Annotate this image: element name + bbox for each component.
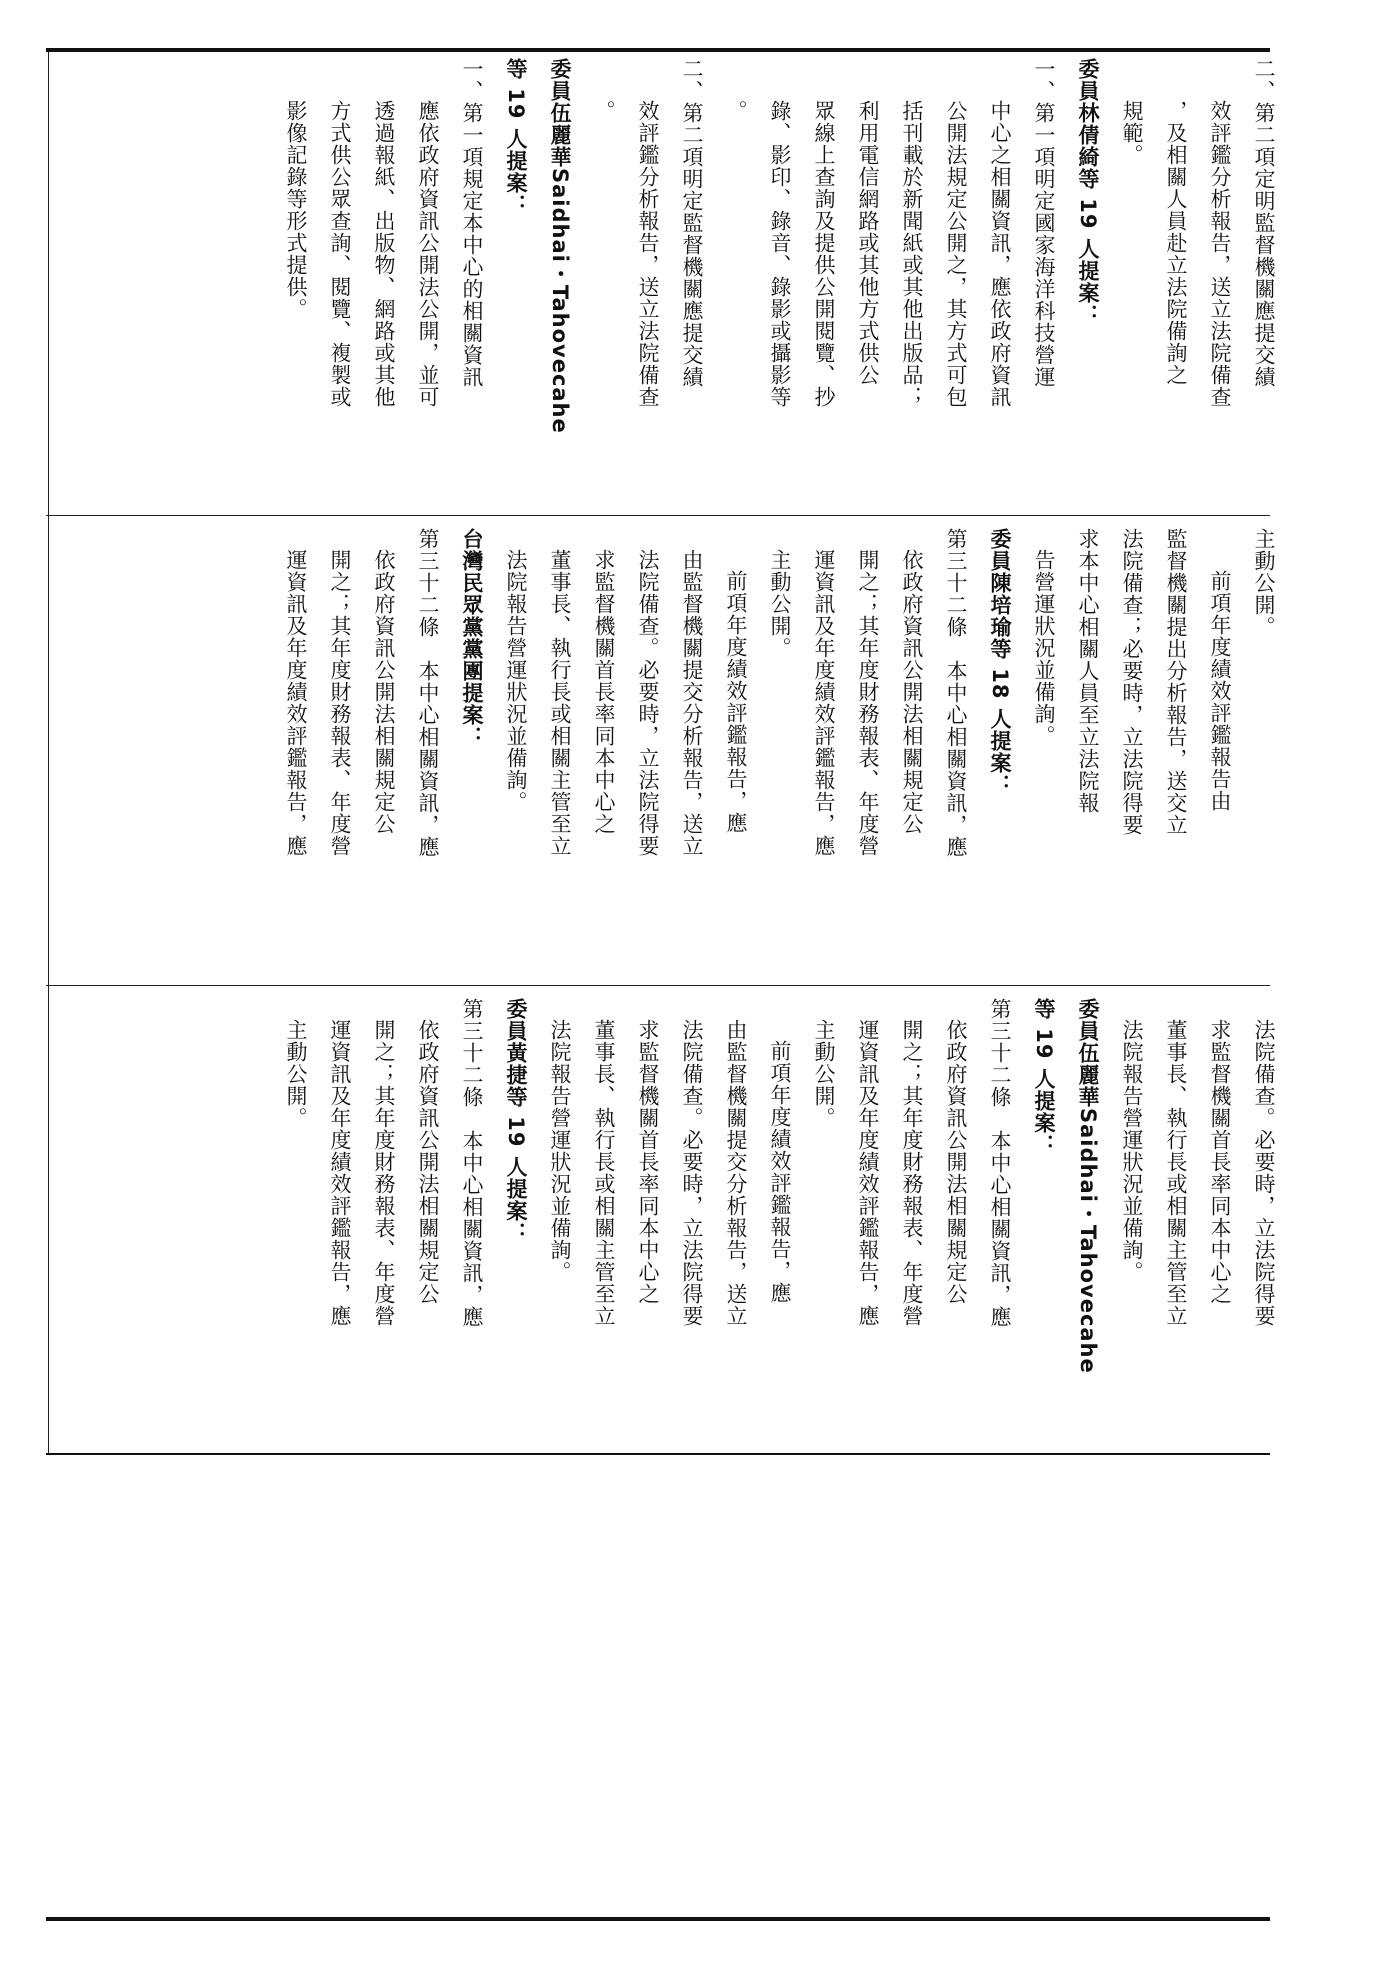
text-line: 等 19 人提案： (504, 58, 528, 216)
text-line: 由監督機關提交分析報告，送立 (724, 1019, 748, 1327)
proposer-heading (978, 528, 1022, 980)
page-bottom-border (46, 1917, 1270, 1921)
text-line: 求監督機關首長率同本中心之 (636, 1019, 660, 1305)
text-line: 第三十二條 本中心相關資訊，應 (460, 998, 484, 1328)
proposer-heading (494, 998, 538, 1450)
column-divider-2 (48, 52, 49, 1453)
text-line: 董事長、執行長或相關主管至立 (592, 1019, 616, 1327)
section-bottom-border (46, 1453, 1270, 1455)
proposer-name: 委員伍麗華Saidhai・Tahovecahe (548, 58, 572, 434)
text-line: 運資訊及年度績效評鑑報告，應 (812, 549, 836, 857)
text-line: 錄、影印、錄音、錄影或攝影等 (768, 100, 792, 408)
block-separator-2 (46, 985, 1270, 986)
proposer-heading (538, 58, 582, 510)
text-line: 第三十二條 本中心相關資訊，應 (988, 998, 1012, 1328)
text-line: 開之；其年度財務報表、年度營 (900, 1019, 924, 1327)
text-line: 運資訊及年度績效評鑑報告，應 (856, 1019, 880, 1327)
proposer-suffix: 等 19 人提案： (1076, 168, 1100, 326)
text-block-1 (86, 58, 1286, 510)
text-line: 主動公開。 (1252, 528, 1276, 638)
text-line: 一、第一項規定本中心的相關資訊 (460, 58, 484, 388)
text-line: 規範。 (1120, 100, 1144, 166)
text-line: 中心之相關資訊，應依政府資訊 (988, 100, 1012, 408)
proposer-name: 委員陳培瑜 (988, 528, 1012, 638)
text-line: 法院備查。必要時，立法院得要 (680, 1019, 704, 1327)
text-block-3 (86, 998, 1286, 1450)
text-block-2 (86, 528, 1286, 980)
text-line: 主動公開。 (768, 549, 792, 659)
text-line: 開之；其年度財務報表、年度營 (372, 1019, 396, 1327)
text-line: 法院備查；必要時，立法院得要 (1120, 528, 1144, 836)
text-line: 利用電信網路或其他方式供公 (856, 100, 880, 386)
text-line: 董事長、執行長或相關主管至立 (1164, 1019, 1188, 1327)
text-line: 第三十二條 本中心相關資訊，應 (416, 528, 440, 858)
text-line: 法院備查。必要時，立法院得要 (1252, 1019, 1276, 1327)
text-line: 方式供公眾查詢、閱覽、複製或 (328, 100, 352, 408)
text-line: 第三十二條 本中心相關資訊，應 (944, 528, 968, 858)
text-line: 等 19 人提案： (1032, 998, 1056, 1156)
proposer-name: 委員林倩綺 (1076, 58, 1100, 168)
text-line: 求監督機關首長率同本中心之 (1208, 1019, 1232, 1305)
text-line: 一、第一項明定國家海洋科技營運 (1032, 58, 1056, 388)
proposer-name: 台灣民眾黨黨團 (460, 528, 484, 682)
proposer-heading (1066, 58, 1110, 510)
text-line: 法院備查。必要時，立法院得要 (636, 549, 660, 857)
text-line: 效評鑑分析報告，送立法院備查 (1208, 100, 1232, 408)
text-line: 主動公開。 (284, 1019, 308, 1129)
text-line: 眾線上查詢及提供公開閱覽、抄 (812, 100, 836, 408)
text-line: 主動公開。 (812, 1019, 836, 1129)
text-line: 依政府資訊公開法相關規定公 (900, 549, 924, 835)
proposer-suffix: 等 19 人提案： (504, 1086, 528, 1244)
text-line: 影像記錄等形式提供。 (284, 100, 308, 320)
block-separator-1 (46, 515, 1270, 516)
text-line: 依政府資訊公開法相關規定公 (372, 549, 396, 835)
text-line: 透過報紙、出版物、網路或其他 (372, 100, 396, 408)
text-line: 依政府資訊公開法相關規定公 (416, 1019, 440, 1305)
text-line: 董事長、執行長或相關主管至立 (548, 549, 572, 857)
text-line: 監督機關提出分析報告，送交立 (1164, 528, 1188, 836)
text-line: 依政府資訊公開法相關規定公 (944, 1019, 968, 1305)
text-line: 前項年度績效評鑑報告，應 (768, 1040, 792, 1304)
text-line: ，及相關人員赴立法院備詢之 (1164, 100, 1188, 386)
text-line: 應依政府資訊公開法公開，並可 (416, 100, 440, 408)
text-line: 二、第二項明定監督機關應提交績 (680, 58, 704, 388)
text-line: 開之；其年度財務報表、年度營 (856, 549, 880, 857)
text-line: 效評鑑分析報告，送立法院備查 (636, 100, 660, 408)
proposer-heading (450, 528, 494, 980)
text-line: 法院報告營運狀況並備詢。 (504, 549, 528, 813)
text-line: 。 (592, 100, 616, 122)
proposer-name: 委員黃捷 (504, 998, 528, 1086)
proposer-heading (1066, 998, 1110, 1450)
text-line: 運資訊及年度績效評鑑報告，應 (284, 549, 308, 857)
text-line: 二、第二項定明監督機關應提交績 (1252, 58, 1276, 388)
text-line: 告營運狀況並備詢。 (1032, 549, 1056, 747)
text-line: 前項年度績效評鑑報告由 (1208, 570, 1232, 812)
proposer-name: 委員伍麗華Saidhai・Tahovecahe (1076, 998, 1100, 1374)
proposer-suffix: 提案： (460, 682, 484, 748)
text-line: 運資訊及年度績效評鑑報告，應 (328, 1019, 352, 1327)
text-line: 開之；其年度財務報表、年度營 (328, 549, 352, 857)
text-line: 。 (724, 100, 748, 122)
proposer-suffix: 等 18 人提案： (988, 638, 1012, 796)
top-border (46, 48, 1270, 52)
text-line: 求監督機關首長率同本中心之 (592, 549, 616, 835)
text-line: 括刊載於新聞紙或其他出版品； (900, 100, 924, 408)
text-line: 求本中心相關人員至立法院報 (1076, 528, 1100, 814)
text-line: 法院報告營運狀況並備詢。 (1120, 1019, 1144, 1283)
text-line: 前項年度績效評鑑報告，應 (724, 570, 748, 834)
text-line: 公開法規定公開之，其方式可包 (944, 100, 968, 408)
text-line: 法院報告營運狀況並備詢。 (548, 1019, 572, 1283)
text-line: 由監督機關提交分析報告，送立 (680, 549, 704, 857)
